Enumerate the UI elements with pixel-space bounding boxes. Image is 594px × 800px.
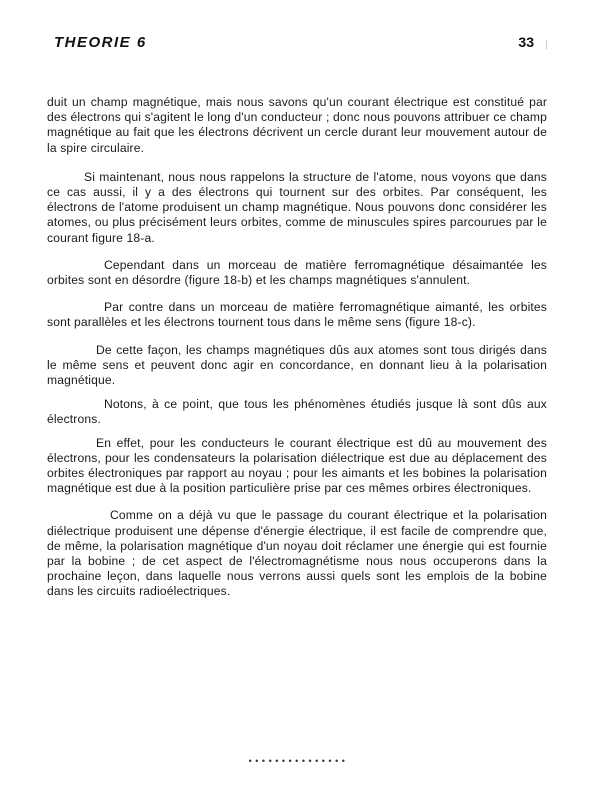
paragraph-5: De cette façon, les champs magnétiques dûs aux atomes sont tous dirigés dans le même sens et peuvent donc agir en concordance, en donnant lieu à la polarisation magnétique. — [47, 342, 547, 388]
paragraph-6: Notons, à ce point, que tous les phénomènes étudiés jusque là sont dûs aux électrons. — [47, 397, 547, 427]
page-edge-mark — [546, 40, 547, 49]
paragraph-2: Si maintenant, nous nous rappelons la structure de l'atome, nous voyons que dans ce cas aussi, il y a des électrons qui tournent sur des orbites. Par conséquent, les électrons de l'atome produisent un champ magnétique. Nous pouvons donc considérer les atomes, ou plus précisément leurs orbites, comme de minuscules spires parcourues par le courant figure 18-a. — [47, 169, 547, 245]
paragraph-4: Par contre dans un morceau de matière ferromagnétique aimanté, les orbites sont parallèles et les électrons tournent tous dans le même sens (figure 18-c). — [47, 300, 547, 330]
paragraph-7: En effet, pour les conducteurs le courant électrique est dû au mouvement des électrons, pour les condensateurs la polarisation diélectrique est due au déplacement des orbites électroniques par rapport au noyau ; pour les aimants et les bobines la polarisation magnétique est due à la position particulière prise par ces mêmes orbires électroniques. — [47, 435, 547, 496]
page-number: 33 — [518, 34, 534, 50]
page-header — [54, 34, 534, 54]
paragraph-1: duit un champ magnétique, mais nous savons qu'un courant électrique est constitué par des électrons qui s'agitent le long d'un conducteur ; donc nous pouvons attribuer ce champ magnétique au fait que les électrons décrivent un cercle durant leur mouvement autour de la spire circulaire. — [47, 95, 547, 155]
paragraph-8: Comme on a déjà vu que le passage du courant électrique et la polarisation diélectrique produisent une dépense d'énergie électrique, il est facile de comprendre que, de même, la polarisation magnétique d'un noyau doit réclamer une énergie qui est fournie par la bobine ; de cet aspect de l'électromagnétisme nous nous occuperons dans la prochaine leçon, dans laquelle nous verrons aussi quels sont les emplois de la bobine dans les circuits radioélectriques. — [47, 508, 547, 599]
end-of-section-dots: • • • • • • • • • • • • • • • — [248, 756, 346, 766]
paragraph-3: Cependant dans un morceau de matière ferromagnétique désaimantée les orbites sont en désordre (figure 18-b) et les champs magnétiques s'annulent. — [47, 257, 547, 288]
body-text — [47, 95, 547, 612]
chapter-title: THEORIE 6 — [54, 34, 147, 51]
